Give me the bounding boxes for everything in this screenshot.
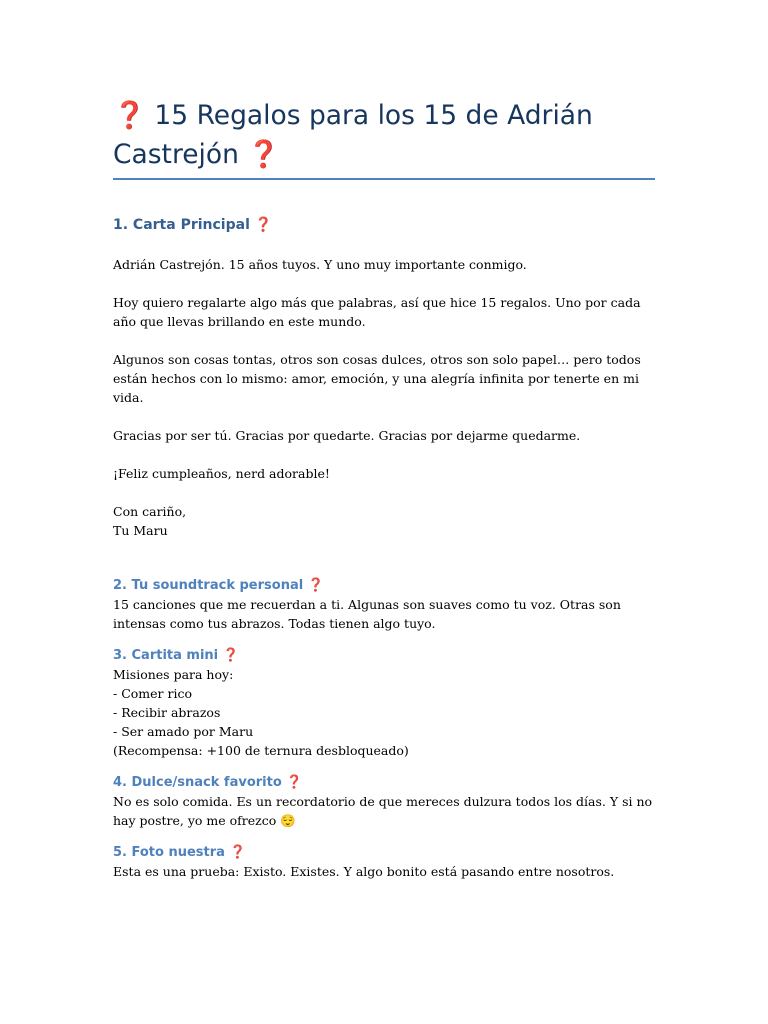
paragraph: Adrián Castrejón. 15 años tuyos. Y uno muy importante conmigo. [113,257,527,272]
section-heading-cartita-mini: 3. Cartita mini ❓ [113,648,239,663]
list-line: - Recibir abrazos [113,705,221,720]
paragraph: ¡Feliz cumpleaños, nerd adorable! [113,466,330,481]
paragraph: Gracias por ser tú. Gracias por quedarte. Gracias por dejarme quedarme. [113,428,581,443]
signature: Tu Maru [113,523,168,538]
list-line: - Comer rico [113,686,192,701]
section-text: Esta es una prueba: Existo. Existes. Y algo bonito está pasando entre nosotros. [113,864,615,879]
list-line: Misiones para hoy: [113,667,234,682]
paragraph: Hoy quiero regalarte algo más que palabras, así que hice 15 regalos. Uno por cada año que llevas brillando en este mundo. [113,295,641,329]
document-page [113,96,655,881]
signoff: Con cariño, [113,504,187,519]
section-text: No es solo comida. Es un recordatorio de que mereces dulzura todos los días. Y si no hay postre, yo me ofrezco 😌 [113,794,653,828]
document-title: ❓ 15 Regalos para los 15 de Adrián Castrejón ❓ [113,96,655,180]
list-line: - Ser amado por Maru [113,724,254,739]
list-line: (Recompensa: +100 de ternura desbloqueado) [113,743,409,758]
paragraph: Algunos son cosas tontas, otros son cosas dulces, otros son solo papel… pero todos están hechos con lo mismo: amor, emoción, y una alegría infinita por tenerte en mi vida. [113,352,641,405]
section-soundtrack [113,576,655,633]
section-text: 15 canciones que me recuerdan a ti. Algunas son suaves como tu voz. Otras son intensas como tus abrazos. Todas tienen algo tuyo. [113,597,621,631]
section-heading-dulce-snack: 4. Dulce/snack favorito ❓ [113,775,303,790]
section-heading-foto-nuestra: 5. Foto nuestra ❓ [113,845,246,860]
section-body-carta-principal [113,255,655,540]
section-cartita-mini [113,646,655,760]
section-dulce-snack [113,773,655,830]
section-heading-soundtrack: 2. Tu soundtrack personal ❓ [113,578,324,593]
section-foto-nuestra [113,843,655,881]
section-heading-carta-principal: 1. Carta Principal ❓ [113,217,273,233]
